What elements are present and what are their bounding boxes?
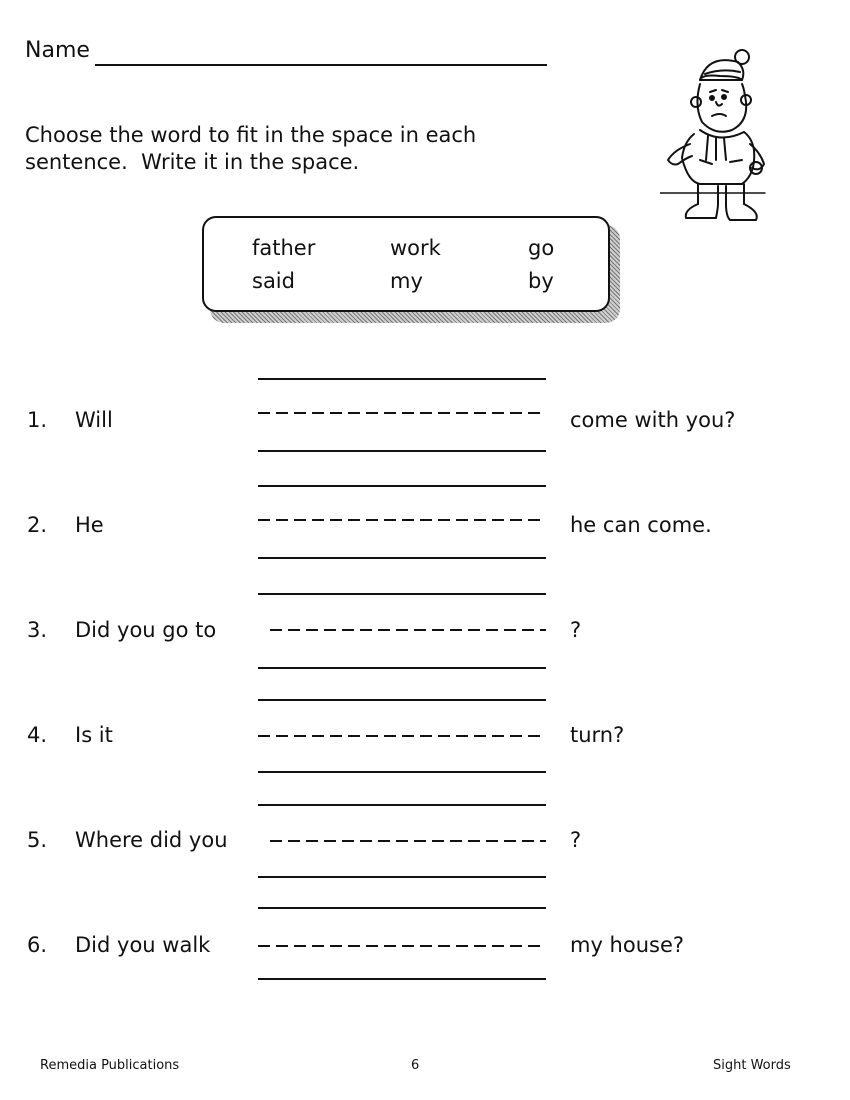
write-bottom-line[interactable] xyxy=(258,771,546,773)
footer-title: Sight Words xyxy=(713,1058,791,1073)
question-text-after: turn? xyxy=(570,723,625,747)
write-dashed-line[interactable] xyxy=(258,945,546,947)
directions xyxy=(25,122,585,176)
question-row xyxy=(0,685,850,789)
word-bank-item: go xyxy=(528,236,555,260)
question-text-before: Where did you xyxy=(75,828,228,852)
write-bottom-line[interactable] xyxy=(258,978,546,980)
question-text-before: Is it xyxy=(75,723,113,747)
question-text-before: Did you walk xyxy=(75,933,211,957)
question-text-before: He xyxy=(75,513,104,537)
question-text-after: ? xyxy=(570,618,582,642)
write-dashed-line[interactable] xyxy=(258,519,546,521)
write-dashed-line[interactable] xyxy=(258,412,546,414)
question-number: 4. xyxy=(27,723,48,747)
write-top-line[interactable] xyxy=(258,485,546,487)
word-bank xyxy=(202,216,610,312)
question-number: 1. xyxy=(27,408,48,432)
name-label: Name xyxy=(25,38,90,63)
write-dashed-line[interactable] xyxy=(258,735,546,737)
question-number: 3. xyxy=(27,618,48,642)
write-bottom-line[interactable] xyxy=(258,876,546,878)
question-number: 5. xyxy=(27,828,48,852)
footer-page-number: 6 xyxy=(411,1058,420,1073)
name-row xyxy=(25,38,547,68)
question-row xyxy=(0,790,850,894)
word-bank-item: work xyxy=(390,236,441,260)
write-top-line[interactable] xyxy=(258,907,546,909)
question-text-after: come with you? xyxy=(570,408,736,432)
write-bottom-line[interactable] xyxy=(258,557,546,559)
question-row xyxy=(0,370,850,474)
footer-publisher: Remedia Publications xyxy=(40,1058,180,1073)
name-write-line[interactable] xyxy=(95,64,547,66)
write-dashed-line[interactable] xyxy=(270,840,546,842)
word-bank-item: my xyxy=(390,269,423,293)
word-bank-item: by xyxy=(528,269,554,293)
question-text-after: ? xyxy=(570,828,582,852)
write-bottom-line[interactable] xyxy=(258,667,546,669)
write-top-line[interactable] xyxy=(258,804,546,806)
word-bank-item: said xyxy=(252,269,295,293)
question-row xyxy=(0,475,850,579)
write-top-line[interactable] xyxy=(258,699,546,701)
question-row xyxy=(0,580,850,684)
question-text-after: he can come. xyxy=(570,513,712,537)
write-dashed-line[interactable] xyxy=(270,629,546,631)
question-text-before: Did you go to xyxy=(75,618,217,642)
write-top-line[interactable] xyxy=(258,378,546,380)
question-number: 6. xyxy=(27,933,48,957)
write-bottom-line[interactable] xyxy=(258,450,546,452)
write-top-line[interactable] xyxy=(258,593,546,595)
directions-line-2: sentence. Write it in the space. xyxy=(25,150,360,174)
question-row xyxy=(0,895,850,999)
directions-line-1: Choose the word to fit in the space in each xyxy=(25,123,477,147)
question-number: 2. xyxy=(27,513,48,537)
question-text-after: my house? xyxy=(570,933,685,957)
question-text-before: Will xyxy=(75,408,113,432)
word-bank-item: father xyxy=(252,236,316,260)
boy-in-winter-clothes-icon xyxy=(660,40,770,230)
